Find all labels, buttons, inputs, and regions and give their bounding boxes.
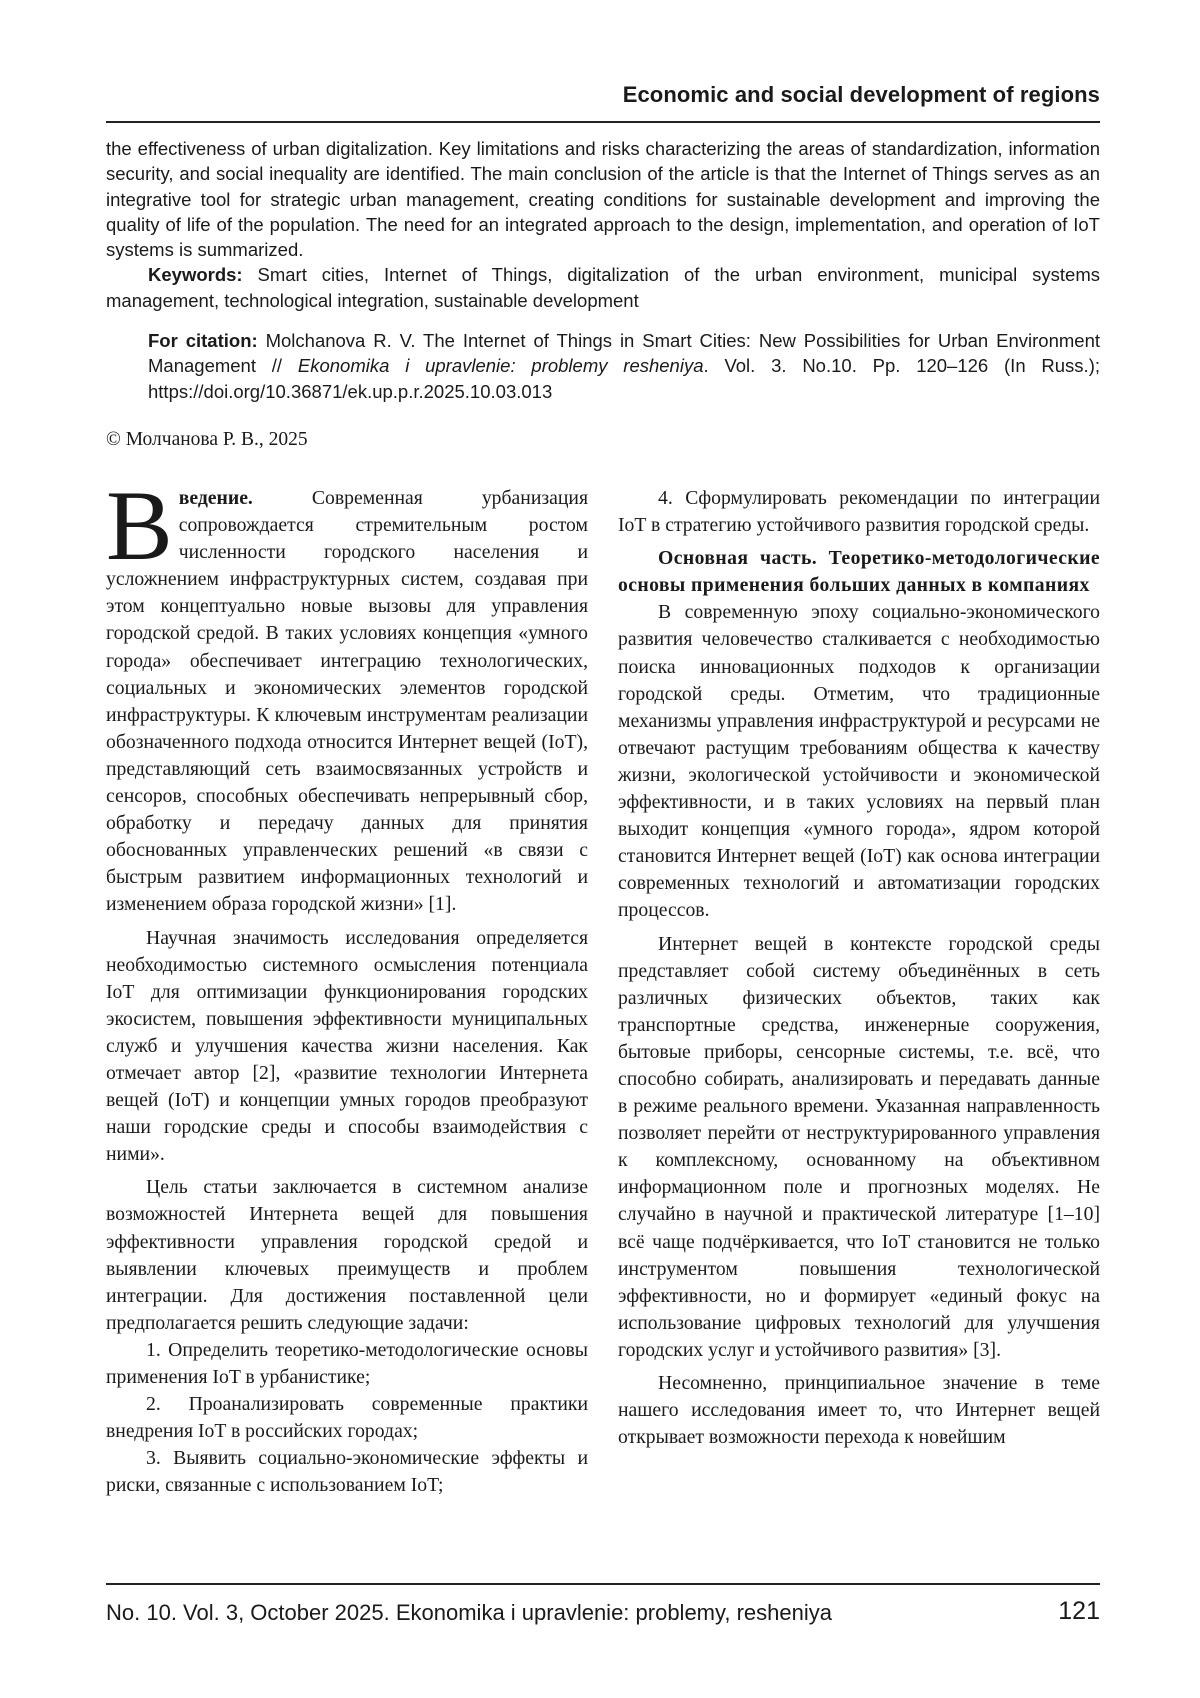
citation-text: Molchanova R. V. The Internet of Things in Smart Cities: New Possibilities for Urban Environment Management // (148, 330, 1100, 377)
journal-page (106, 0, 1100, 1698)
paragraph-modern-era: В современную эпоху социально-экономического развития человечество сталкивается с необходимостью поиска инновационных подходов к организации городской среды. Отметим, что традиционные механизмы управления инфраструктурой и ресурсами не отвечают растущим требованиям общества к качеству жизни, экологической устойчивости и экономической эффективности, и в таких условиях на первый план выходит концепция «умного города», ядром которой становится Интернет вещей (IoT) как основа интеграции современных технологий и автоматизации городских процессов. (618, 601, 1100, 922)
keywords-text: Smart cities, Internet of Things, digitalization of the urban environment, municipal systems management, technological integration, sustainable development (106, 264, 1101, 311)
citation-doi[interactable]: https://doi.org/10.36871/ek.up.p.r.2025.10.03.013 (148, 380, 553, 402)
paragraph-iot-definition: Интернет вещей в контексте городской среды представляет собой систему объединённых в сеть различных физических объектов, таких как транспортные средства, инженерные сооружения, бытовые приборы, сенсорные системы, т.е. всё, что способно собирать, анализировать и передавать данные в режиме реального времени. Указанная направленность позволяет перейти от неструктурированного управления к комплексному, основанному на объективном информационном поле и прогнозных моделях. Не случайно в научной и практической литературе [1–10] всё чаще подчёркивается, что IoT становится не только инструментом повышения технологической эффективности, но и формирует «единый фокус на использование цифровых технологий для улучшения городских услуг и устойчивого развития» [3]. (618, 932, 1100, 1361)
keywords-label: Keywords: (148, 264, 243, 286)
paragraph-significance: Научная значимость исследования определяется необходимостью системного осмысления потенциала IoT для оптимизации функционирования городских экосистем, повышения эффективности муниципальных служб и улучшения качества жизни населения. Как отмечает автор [2], «развитие технологии Интернета вещей (IoT) и концепции умных городов преобразуют наши городские среды и способы взаимодействия с ними». (106, 926, 588, 1166)
citation (148, 328, 1100, 404)
abstract (106, 136, 1100, 313)
task-item: 3. Выявить социально-экономические эффекты и риски, связанные с использованием IoT; (106, 1447, 588, 1497)
footer-rule (106, 1583, 1100, 1585)
citation-block (148, 328, 1100, 404)
copyright: © Молчанова Р. В., 2025 (106, 429, 308, 450)
right-column (618, 485, 1100, 1451)
keywords (106, 262, 1100, 313)
dropcap-letter: В (106, 470, 173, 581)
abstract-text: the effectiveness of urban digitalization. Key limitations and risks characterizing the areas of standardization, information security, and social inequality are identified. The main conclusion of the article is that the Internet of Things serves as an integrative tool for strategic urban management, creating conditions for sustainable development and improving the quality of life of the population. The need for an integrated approach to the design, implementation, and operation of IoT systems is summarized. (106, 138, 1100, 261)
task-item: 1. Определить теоретико-методологические основы применения IoT в урбанистике; (106, 1338, 588, 1388)
citation-label: For citation: (148, 330, 258, 351)
citation-journal: Ekonomika i upravlenie: problemy resheniya (297, 355, 704, 377)
paragraph-significance-2: Несомненно, принципиальное значение в теме нашего исследования имеет то, что Интернет вещей открывает возможности перехода к новейшим (618, 1372, 1100, 1449)
citation-details: . Vol. 3. No.10. Pp. 120–126 (In Russ.); (703, 355, 1100, 377)
left-column (106, 470, 588, 1499)
task-item: 4. Сформулировать рекомендации по интеграции IoT в стратегию устойчивого развития городской среды. (618, 487, 1100, 537)
task-item: 2. Проанализировать современные практики внедрения IoT в российских городах; (106, 1393, 588, 1443)
page-number: 121 (1058, 1597, 1100, 1625)
paragraph-goal: Цель статьи заключается в системном анализе возможностей Интернета вещей для повышения эффективности управления городской средой и выявлении ключевых преимуществ и проблем интеграции. Для достижения поставленной цели предполагается решить следующие задачи: (106, 1176, 588, 1334)
running-title: Economic and social development of regions (622, 82, 1100, 107)
header-rule (106, 121, 1100, 123)
intro-heading: ведение. (178, 487, 253, 509)
section-heading: Основная часть. Теоретико-методологические основы применения больших данных в компаниях (618, 547, 1100, 597)
footer-journal-line: No. 10. Vol. 3, October 2025. Ekonomika i upravlenie: problemy, resheniya (106, 1600, 832, 1625)
intro-text: Современная урбанизация сопровождается стремительным ростом численности городского населения и усложнением инфраструктурных систем, создавая при этом концептуально новые вызовы для управления городской средой. В таких условиях концепция «умного города» обеспечивает интеграцию технологических, социальных и экономических элементов городской инфраструктуры. К ключевым инструментам реализации обозначенного подхода относится Интернет вещей (IoT), представляющий сеть взаимосвязанных устройств и сенсоров, способных обеспечивать непрерывный сбор, обработку и передачу данных для принятия обоснованных управленческих решений «в связи с быстрым развитием информационных технологий и изменением образа городской жизни» [1]. (106, 487, 588, 916)
intro-paragraph (106, 470, 588, 919)
